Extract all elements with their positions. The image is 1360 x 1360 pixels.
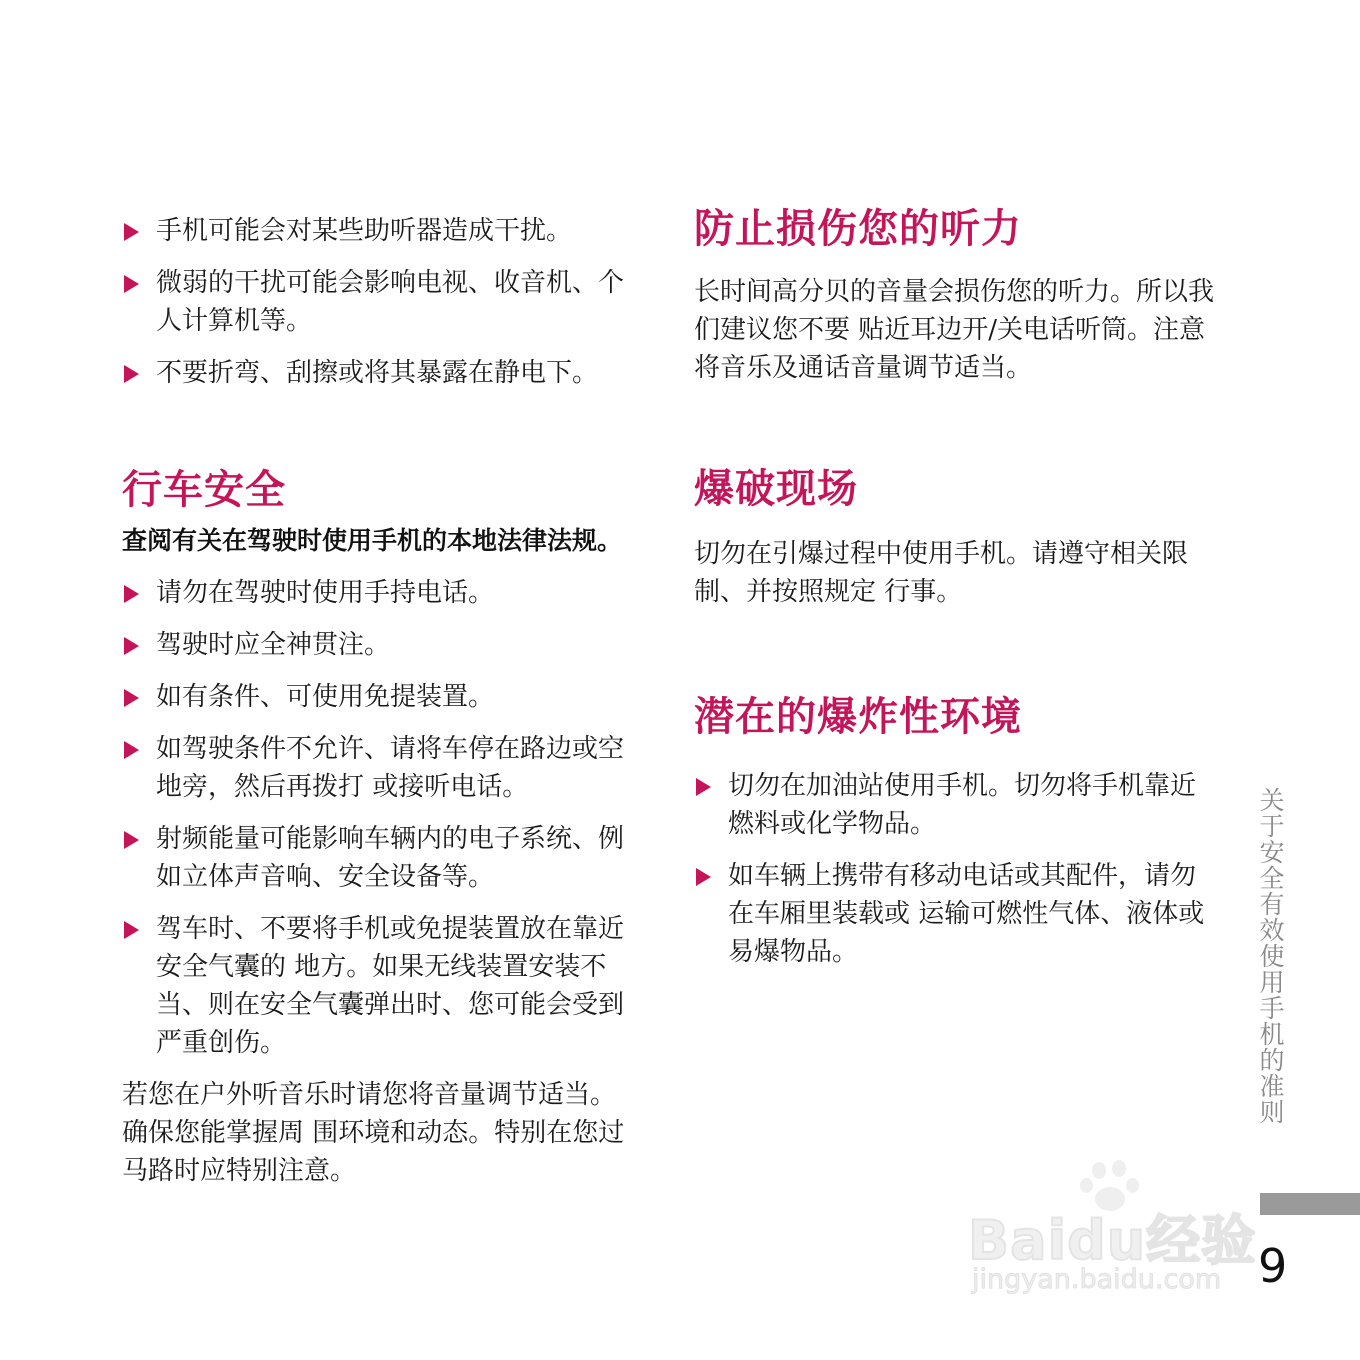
triangle-bullet-icon	[124, 365, 139, 383]
list-item: 驾车时、不要将手机或免提装置放在靠近安全气囊的 地方。如果无线装置安装不当、则在安全气囊弹出时、您可能会受到严重创伤。	[122, 910, 632, 1062]
triangle-bullet-icon	[124, 585, 139, 603]
list-item: 请勿在驾驶时使用手持电话。	[122, 574, 632, 612]
explosive-list	[694, 767, 1214, 971]
watermark-url: jingyan.baidu.com	[972, 1264, 1222, 1295]
hearing-body: 长时间高分贝的音量会损伤您的听力。所以我们建议您不要 贴近耳边开/关电话听筒。注意将音乐及通话音量调节适当。	[694, 277, 1215, 383]
driving-safety-list	[122, 574, 632, 1062]
chapter-side-label: 关于安全有效使用手机的准则	[1256, 787, 1285, 1125]
left-column	[122, 212, 632, 1190]
triangle-bullet-icon	[124, 741, 139, 759]
triangle-bullet-icon	[124, 921, 139, 939]
list-item: 不要折弯、刮擦或将其暴露在静电下。	[122, 354, 632, 392]
triangle-bullet-icon	[124, 223, 139, 241]
explosive-heading: 潜在的爆炸性环境	[694, 694, 1022, 740]
hearing-heading: 防止损伤您的听力	[694, 206, 1022, 252]
driving-safety-subtitle: 查阅有关在驾驶时使用手机的本地法律法规。	[122, 526, 623, 555]
list-item: 手机可能会对某些助听器造成干扰。	[122, 212, 632, 250]
watermark-logo-text: Baidu经验	[968, 1209, 1257, 1272]
list-item: 如驾驶条件不允许、请将车停在路边或空地旁，然后再拨打 或接听电话。	[122, 730, 632, 806]
list-item: 切勿在加油站使用手机。切勿将手机靠近燃料或化学物品。	[694, 767, 1214, 843]
triangle-bullet-icon	[124, 831, 139, 849]
driving-safety-heading: 行车安全	[122, 467, 286, 513]
music-volume-note: 若您在户外听音乐时请您将音量调节适当。确保您能掌握周 围环境和动态。特别在您过马路时应特别注意。	[122, 1080, 625, 1186]
triangle-bullet-icon	[696, 868, 711, 886]
list-item: 射频能量可能影响车辆内的电子系统、例如立体声音响、安全设备等。	[122, 820, 632, 896]
triangle-bullet-icon	[124, 689, 139, 707]
right-column	[694, 205, 1214, 985]
list-item: 微弱的干扰可能会影响电视、收音机、个人计算机等。	[122, 264, 632, 340]
triangle-bullet-icon	[124, 637, 139, 655]
list-item: 驾驶时应全神贯注。	[122, 626, 632, 664]
triangle-bullet-icon	[696, 778, 711, 796]
interference-list	[122, 212, 632, 392]
list-item: 如车辆上携带有移动电话或其配件，请勿在车厢里装载或 运输可燃性气体、液体或易爆物品。	[694, 857, 1214, 971]
blasting-body: 切勿在引爆过程中使用手机。请遵守相关限制、并按照规定 行事。	[694, 539, 1189, 607]
page-number: 9	[1258, 1239, 1288, 1293]
list-item: 如有条件、可使用免提装置。	[122, 678, 632, 716]
triangle-bullet-icon	[124, 275, 139, 293]
blasting-heading: 爆破现场	[694, 466, 858, 512]
baidu-watermark	[968, 1160, 1278, 1310]
